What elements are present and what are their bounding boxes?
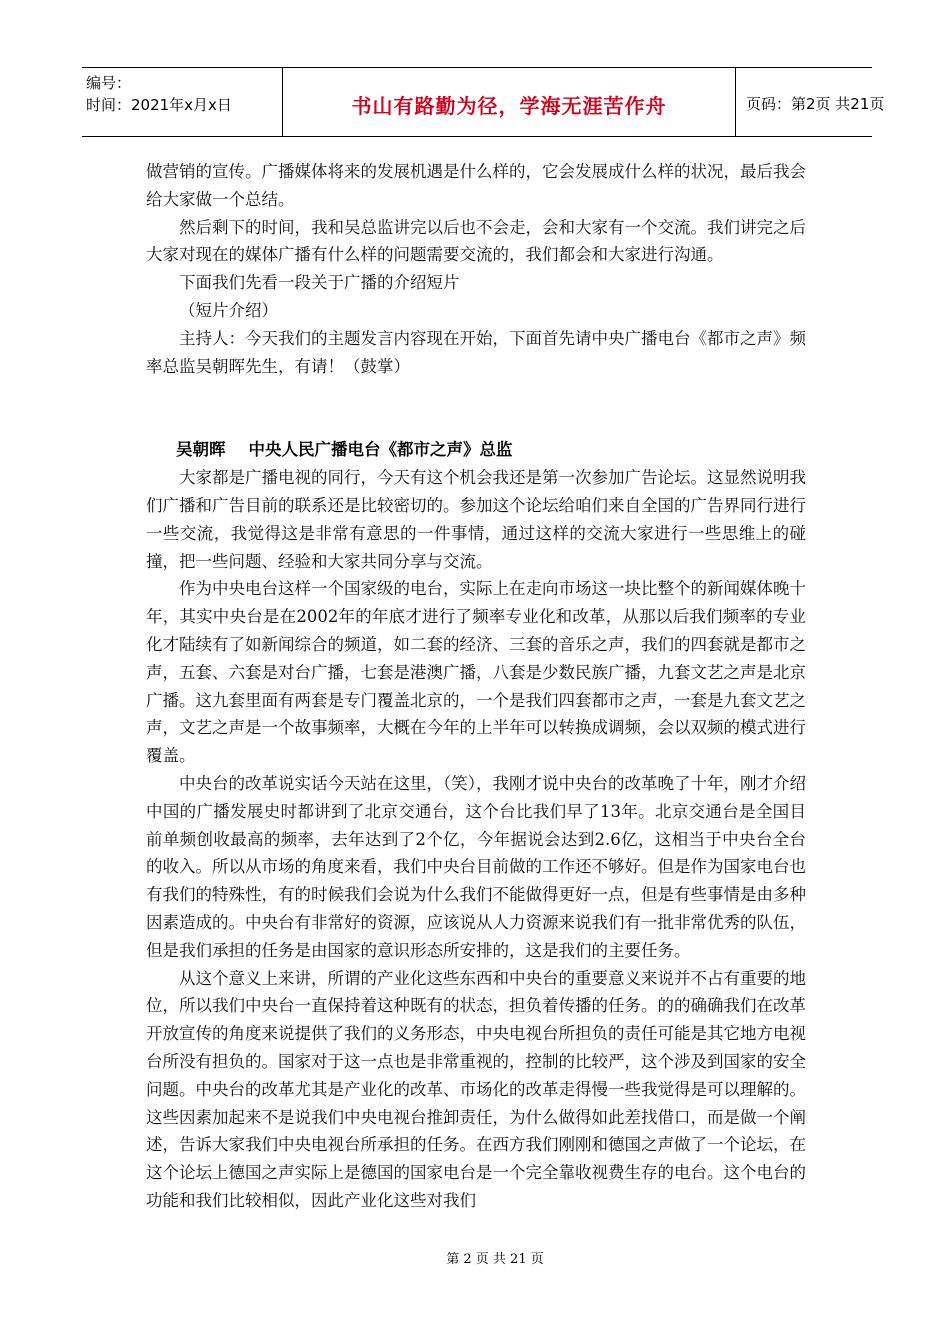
header-meta [82, 68, 282, 136]
paragraph: 然后剩下的时间，我和吴总监讲完以后也不会走，会和大家有一个交流。我们讲完之后大家对现在的媒体广播有什么样的问题需要交流的，我们都会和大家进行沟通。 [146, 217, 806, 265]
header-slogan: 书山有路勤为径，学海无涯苦作舟 [351, 94, 667, 118]
header-page-cell [736, 68, 885, 136]
spacer [146, 380, 806, 436]
paragraph: 大家都是广播电视的同行，今天有这个机会我还是第一次参加广告论坛。这显然说明我们广播和广告目前的联系还是比较密切的。参加这个论坛给咱们来自全国的广告界同行进行一些交流，我觉得这是非常有意思的一件事情，通过这样的交流大家进行一些思维上的碰撞，把一些问题、经验和大家共同分享与交流。 [146, 468, 806, 571]
header-number: 编号： [86, 74, 132, 92]
header-page-number: 页码：第2页 共21页 [746, 95, 885, 113]
paragraph: （短片介绍） [179, 300, 278, 320]
header-date: 时间：2021年x月x日 [86, 96, 232, 114]
header-slogan-cell [282, 68, 736, 136]
page-header [82, 67, 885, 137]
speaker-heading: 吴朝晖 中央人民广播电台《都市之声》总监 [176, 440, 513, 460]
paragraph: 从这个意义上来讲，所谓的产业化这些东西和中央台的重要意义来说并不占有重要的地位，所以我们中央台一直保持着这种既有的状态，担负着传播的任务。的的确确我们在改革开放宣传的角度来说提供了我们的义务形态，中央电视台所担负的责任可能是其它地方电视台所没有担负的。国家对于这一点也是非常重视的，控制的比较严，这个涉及到国家的安全问题。中央台的改革尤其是产业化的改革、市场化的改革走得慢一些我觉得是可以理解的。这些因素加起来不是说我们中央电视台推卸责任，为什么做得如此差找借口，而是做一个阐述，告诉大家我们中央电视台所承担的任务。在西方我们刚刚和德国之声做了一个论坛，在这个论坛上德国之声实际上是德国的国家电台是一个完全靠收视费生存的电台。这个电台的功能和我们比较相似，因此产业化这些对我们 [146, 968, 806, 1210]
document-body [146, 158, 806, 1215]
paragraph: 中央台的改革说实话今天站在这里，（笑），我刚才说中央台的改革晚了十年，刚才介绍中国的广播发展史时都讲到了北京交通台，这个台比我们早了13年。北京交通台是全国目前单频创收最高的频率，去年达到了2个亿，今年据说会达到2.6亿，这相当于中央台全台的收入。所以从市场的角度来看，我们中央台目前做的工作还不够好。但是作为国家电台也有我们的特殊性，有的时候我们会说为什么我们不能做得更好一点，但是有些事情是由多种因素造成的。中央台有非常好的资源，应该说从人力资源来说我们有一批非常优秀的队伍，但是我们承担的任务是由国家的意识形态所安排的，这是我们的主要任务。 [146, 773, 806, 960]
paragraph: 主持人：今天我们的主题发言内容现在开始，下面首先请中央广播电台《都市之声》频率总监吴朝晖先生，有请！（鼓掌） [146, 328, 806, 376]
paragraph: 下面我们先看一段关于广播的介绍短片 [179, 273, 460, 293]
page-footer: 第 2 页 共 21 页 [446, 1252, 544, 1267]
paragraph: 作为中央电台这样一个国家级的电台，实际上在走向市场这一块比整个的新闻媒体晚十年，其实中央台是在2002年的年底才进行了频率专业化和改革，从那以后我们频率的专业化才陆续有了如新闻综合的频道，如二套的经济、三套的音乐之声，我们的四套就是都市之声，五套、六套是对台广播，七套是港澳广播，八套是少数民族广播，九套文艺之声是北京广播。这九套里面有两套是专门覆盖北京的，一个是我们四套都市之声，一套是九套文艺之声，文艺之声是一个故事频率，大概在今年的上半年可以转换成调频，会以双频的模式进行覆盖。 [146, 579, 806, 766]
paragraph: 做营销的宣传。广播媒体将来的发展机遇是什么样的，它会发展成什么样的状况，最后我会给大家做一个总结。 [146, 162, 806, 209]
